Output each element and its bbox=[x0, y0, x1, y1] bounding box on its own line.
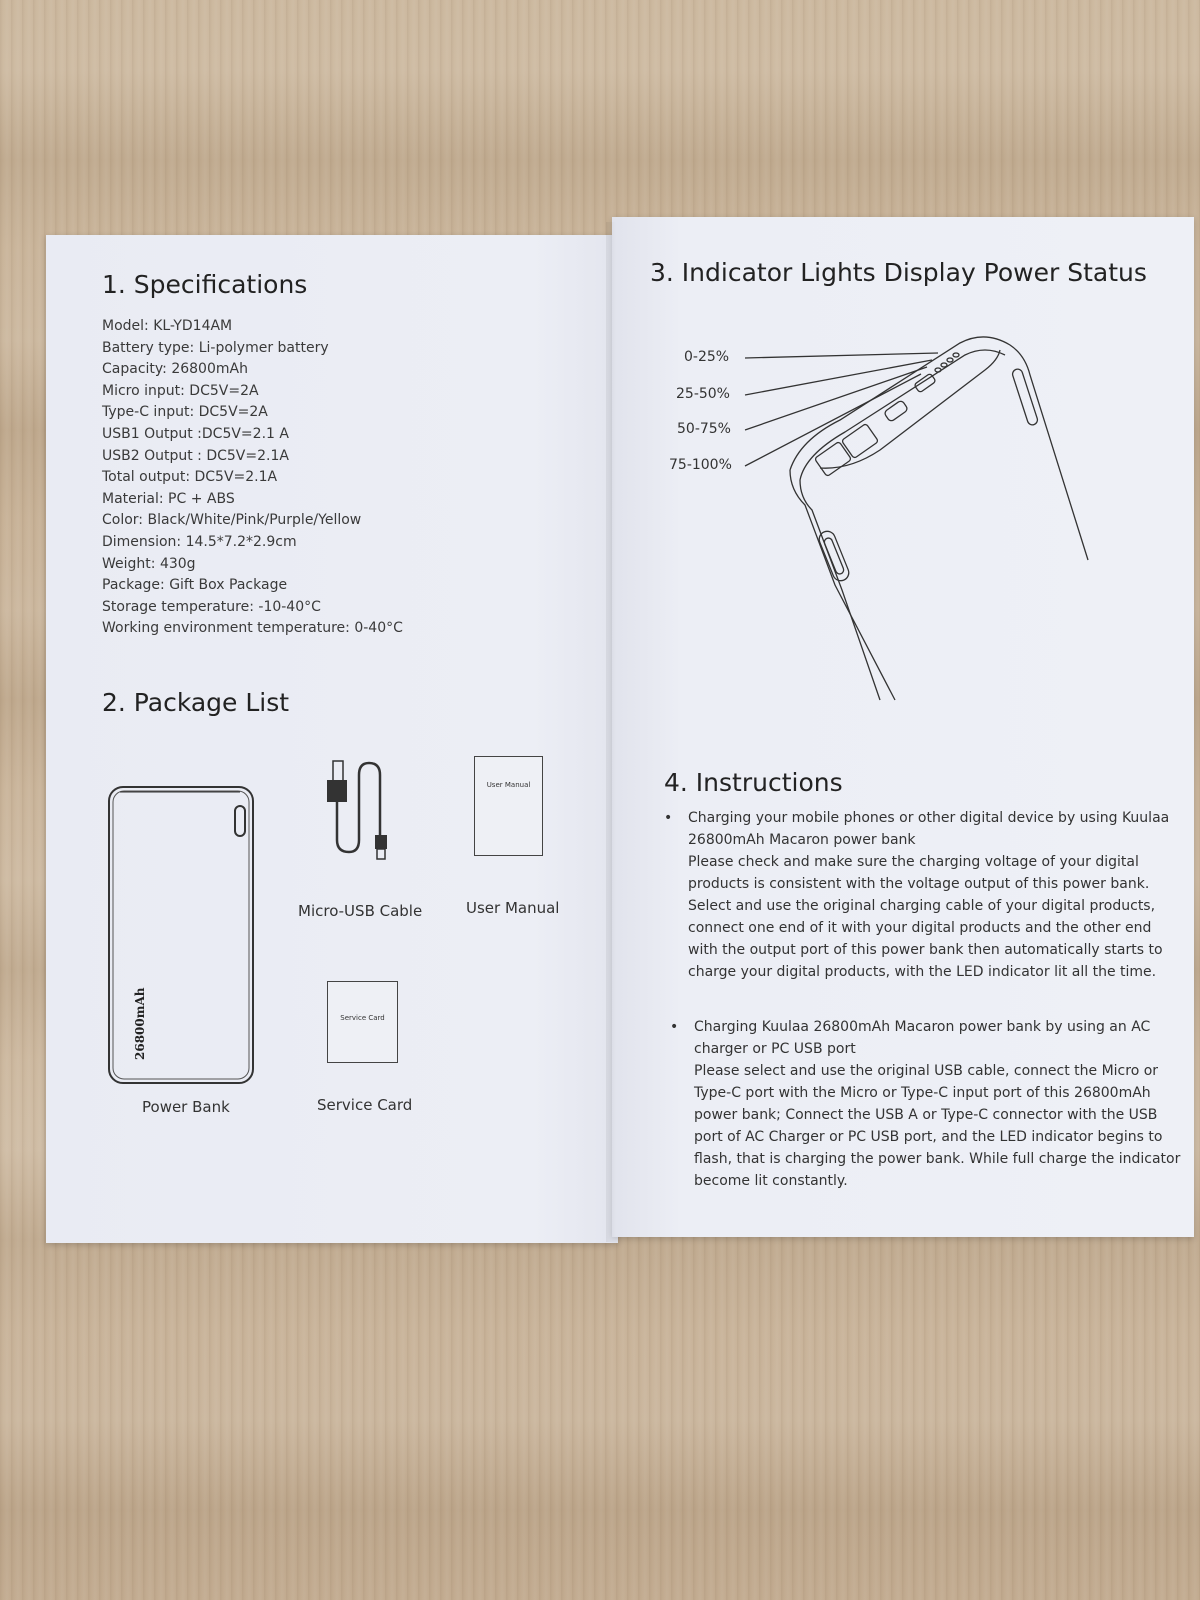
instruction-line: flash, that is charging the power bank. While full charge the indicator bbox=[694, 1151, 1181, 1167]
spec-item: Capacity: 26800mAh bbox=[102, 361, 248, 378]
user-manual-label: User Manual bbox=[466, 899, 560, 917]
spec-item: Package: Gift Box Package bbox=[102, 577, 288, 594]
instruction-line: Charging your mobile phones or other digital device by using Kuulaa bbox=[688, 810, 1170, 826]
micro-usb-cable-label: Micro-USB Cable bbox=[298, 902, 423, 920]
power-bank-label: Power Bank bbox=[142, 1098, 230, 1116]
level-label-75-100: 75-100% bbox=[669, 457, 732, 473]
spec-item: Model: KL-YD14AM bbox=[102, 318, 233, 334]
instruction-line: Please check and make sure the charging voltage of your digital bbox=[688, 854, 1139, 870]
spec-item: Weight: 430g bbox=[102, 555, 196, 572]
spec-item: Material: PC + ABS bbox=[102, 490, 235, 507]
spec-item: Color: Black/White/Pink/Purple/Yellow bbox=[102, 512, 362, 529]
instruction-line: charge your digital products, with the LED indicator lit all the time. bbox=[688, 964, 1157, 980]
instruction-bullet-1 bbox=[664, 807, 1170, 983]
instruction-line: Please select and use the original USB cable, connect the Micro or bbox=[694, 1063, 1159, 1079]
instruction-line: become lit constantly. bbox=[694, 1173, 848, 1189]
instruction-line: 26800mAh Macaron power bank bbox=[688, 832, 916, 848]
level-label-0-25: 0-25% bbox=[684, 349, 730, 365]
instruction-line: Type-C port with the Micro or Type-C input port of this 26800mAh bbox=[694, 1085, 1151, 1101]
instruction-line: port of AC Charger or PC USB port, and the LED indicator begins to bbox=[694, 1129, 1163, 1145]
user-manual-box-text: User Manual bbox=[486, 781, 531, 789]
instructions-title: 4. Instructions bbox=[664, 768, 843, 797]
instruction-line: power bank; Connect the USB A or Type-C connector with the USB bbox=[694, 1107, 1158, 1123]
instruction-line: Select and use the original charging cable of your digital products, bbox=[688, 898, 1156, 914]
instruction-line: charger or PC USB port bbox=[694, 1041, 856, 1057]
spec-item: Battery type: Li-polymer battery bbox=[102, 339, 329, 356]
spec-item: Total output: DC5V=2.1A bbox=[102, 469, 278, 486]
package-list-title: 2. Package List bbox=[102, 688, 290, 717]
level-label-25-50: 25-50% bbox=[676, 386, 730, 402]
instruction-line: connect one end of it with your digital products and the other end bbox=[688, 920, 1152, 936]
spec-item: USB2 Output : DC5V=2.1A bbox=[102, 447, 289, 464]
bullet-icon: • bbox=[664, 810, 673, 826]
instruction-line: with the output port of this power bank then automatically starts to bbox=[688, 942, 1163, 958]
instruction-line: Charging Kuulaa 26800mAh Macaron power bank by using an AC bbox=[694, 1019, 1151, 1035]
instruction-line: products is consistent with the voltage output of this power bank. bbox=[688, 876, 1150, 892]
instruction-bullet-2 bbox=[670, 1016, 1181, 1192]
power-bank-print: 26800mAh bbox=[133, 987, 147, 1060]
level-label-50-75: 50-75% bbox=[677, 421, 731, 437]
service-card-box-text: Service Card bbox=[340, 1014, 385, 1022]
bullet-icon: • bbox=[670, 1019, 679, 1035]
spec-item: Micro input: DC5V=2A bbox=[102, 382, 259, 399]
spec-item: Working environment temperature: 0-40°C bbox=[102, 620, 403, 637]
spec-item: USB1 Output :DC5V=2.1 A bbox=[102, 425, 289, 442]
service-card-label: Service Card bbox=[317, 1096, 413, 1114]
spec-item: Dimension: 14.5*7.2*2.9cm bbox=[102, 533, 297, 550]
spec-item: Storage temperature: -10-40°C bbox=[102, 598, 321, 615]
spec-item: Type-C input: DC5V=2A bbox=[102, 404, 268, 421]
specifications-title: 1. Specifications bbox=[102, 270, 308, 299]
indicator-title: 3. Indicator Lights Display Power Status bbox=[650, 258, 1147, 287]
